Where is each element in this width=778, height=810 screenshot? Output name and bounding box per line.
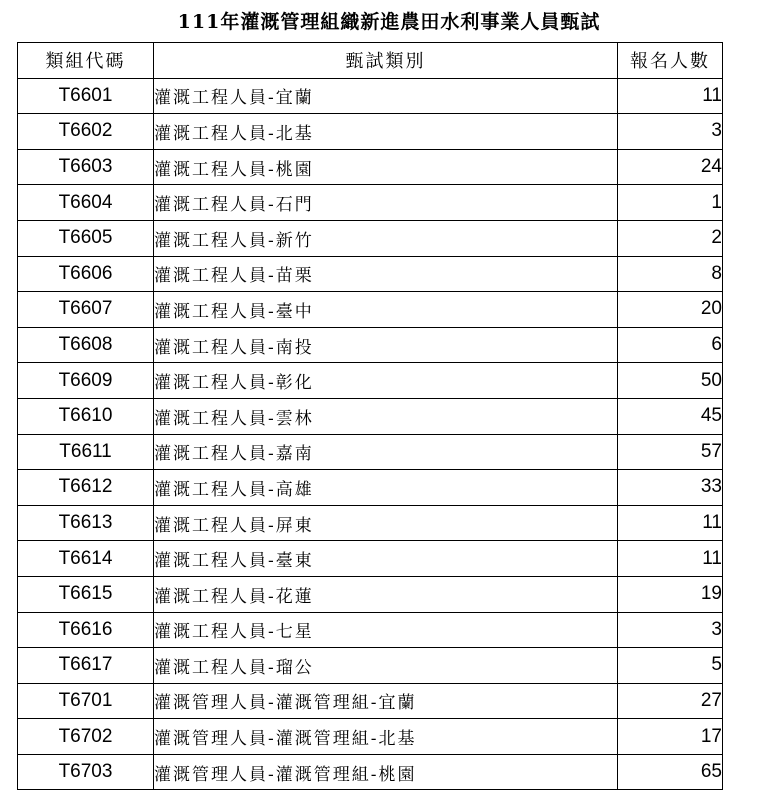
cell-code: T6607 bbox=[18, 292, 154, 328]
table-row bbox=[18, 683, 723, 719]
cell-code: T6606 bbox=[18, 256, 154, 292]
cell-code: T6616 bbox=[18, 612, 154, 648]
page-title: 111年灌溉管理組織新進農田水利事業人員甄試 bbox=[177, 11, 601, 33]
cell-category: 灌溉管理人員-灌溉管理組-桃園 bbox=[154, 754, 618, 790]
cell-category: 灌溉工程人員-新竹 bbox=[154, 220, 618, 256]
table-row bbox=[18, 220, 723, 256]
cell-count: 1 bbox=[618, 185, 723, 221]
table-header-row bbox=[18, 43, 723, 79]
table-row bbox=[18, 434, 723, 470]
cell-category: 灌溉工程人員-宜蘭 bbox=[154, 78, 618, 114]
cell-code: T6605 bbox=[18, 220, 154, 256]
cell-category: 灌溉工程人員-花蓮 bbox=[154, 576, 618, 612]
cell-category: 灌溉工程人員-北基 bbox=[154, 114, 618, 150]
header-code: 類組代碼 bbox=[18, 43, 154, 79]
cell-code: T6702 bbox=[18, 719, 154, 755]
cell-count: 11 bbox=[618, 78, 723, 114]
cell-category: 灌溉工程人員-雲林 bbox=[154, 398, 618, 434]
table-row bbox=[18, 114, 723, 150]
cell-code: T6608 bbox=[18, 327, 154, 363]
table-row bbox=[18, 327, 723, 363]
table-body bbox=[18, 78, 723, 790]
cell-code: T6611 bbox=[18, 434, 154, 470]
cell-count: 8 bbox=[618, 256, 723, 292]
table-row bbox=[18, 398, 723, 434]
cell-category: 灌溉工程人員-苗栗 bbox=[154, 256, 618, 292]
cell-count: 11 bbox=[618, 505, 723, 541]
table-row bbox=[18, 292, 723, 328]
cell-code: T6601 bbox=[18, 78, 154, 114]
cell-count: 33 bbox=[618, 470, 723, 506]
cell-count: 27 bbox=[618, 683, 723, 719]
cell-count: 19 bbox=[618, 576, 723, 612]
cell-count: 65 bbox=[618, 754, 723, 790]
cell-category: 灌溉工程人員-彰化 bbox=[154, 363, 618, 399]
cell-count: 11 bbox=[618, 541, 723, 577]
cell-category: 灌溉工程人員-南投 bbox=[154, 327, 618, 363]
cell-category: 灌溉工程人員-瑠公 bbox=[154, 648, 618, 684]
table-row bbox=[18, 505, 723, 541]
table-row bbox=[18, 754, 723, 790]
cell-code: T6613 bbox=[18, 505, 154, 541]
table-row bbox=[18, 256, 723, 292]
table-row bbox=[18, 185, 723, 221]
cell-count: 45 bbox=[618, 398, 723, 434]
cell-code: T6617 bbox=[18, 648, 154, 684]
cell-count: 50 bbox=[618, 363, 723, 399]
cell-count: 24 bbox=[618, 149, 723, 185]
cell-count: 57 bbox=[618, 434, 723, 470]
cell-count: 3 bbox=[618, 612, 723, 648]
table-row bbox=[18, 470, 723, 506]
cell-code: T6703 bbox=[18, 754, 154, 790]
cell-category: 灌溉工程人員-嘉南 bbox=[154, 434, 618, 470]
cell-category: 灌溉工程人員-屏東 bbox=[154, 505, 618, 541]
cell-code: T6615 bbox=[18, 576, 154, 612]
header-category: 甄試類別 bbox=[154, 43, 618, 79]
cell-code: T6610 bbox=[18, 398, 154, 434]
cell-code: T6604 bbox=[18, 185, 154, 221]
cell-code: T6602 bbox=[18, 114, 154, 150]
cell-count: 17 bbox=[618, 719, 723, 755]
table-row bbox=[18, 78, 723, 114]
cell-category: 灌溉工程人員-高雄 bbox=[154, 470, 618, 506]
cell-category: 灌溉管理人員-灌溉管理組-北基 bbox=[154, 719, 618, 755]
cell-category: 灌溉工程人員-臺中 bbox=[154, 292, 618, 328]
cell-count: 2 bbox=[618, 220, 723, 256]
table-row bbox=[18, 648, 723, 684]
table-row bbox=[18, 149, 723, 185]
table-row bbox=[18, 541, 723, 577]
cell-count: 20 bbox=[618, 292, 723, 328]
cell-code: T6609 bbox=[18, 363, 154, 399]
cell-count: 3 bbox=[618, 114, 723, 150]
cell-code: T6701 bbox=[18, 683, 154, 719]
cell-category: 灌溉工程人員-臺東 bbox=[154, 541, 618, 577]
cell-code: T6612 bbox=[18, 470, 154, 506]
table-row bbox=[18, 363, 723, 399]
cell-category: 灌溉工程人員-桃園 bbox=[154, 149, 618, 185]
table-row bbox=[18, 612, 723, 648]
cell-code: T6603 bbox=[18, 149, 154, 185]
cell-category: 灌溉管理人員-灌溉管理組-宜蘭 bbox=[154, 683, 618, 719]
header-count: 報名人數 bbox=[618, 43, 723, 79]
cell-code: T6614 bbox=[18, 541, 154, 577]
cell-category: 灌溉工程人員-石門 bbox=[154, 185, 618, 221]
cell-count: 6 bbox=[618, 327, 723, 363]
registration-table bbox=[17, 42, 723, 790]
cell-count: 5 bbox=[618, 648, 723, 684]
cell-category: 灌溉工程人員-七星 bbox=[154, 612, 618, 648]
table-row bbox=[18, 719, 723, 755]
table-row bbox=[18, 576, 723, 612]
